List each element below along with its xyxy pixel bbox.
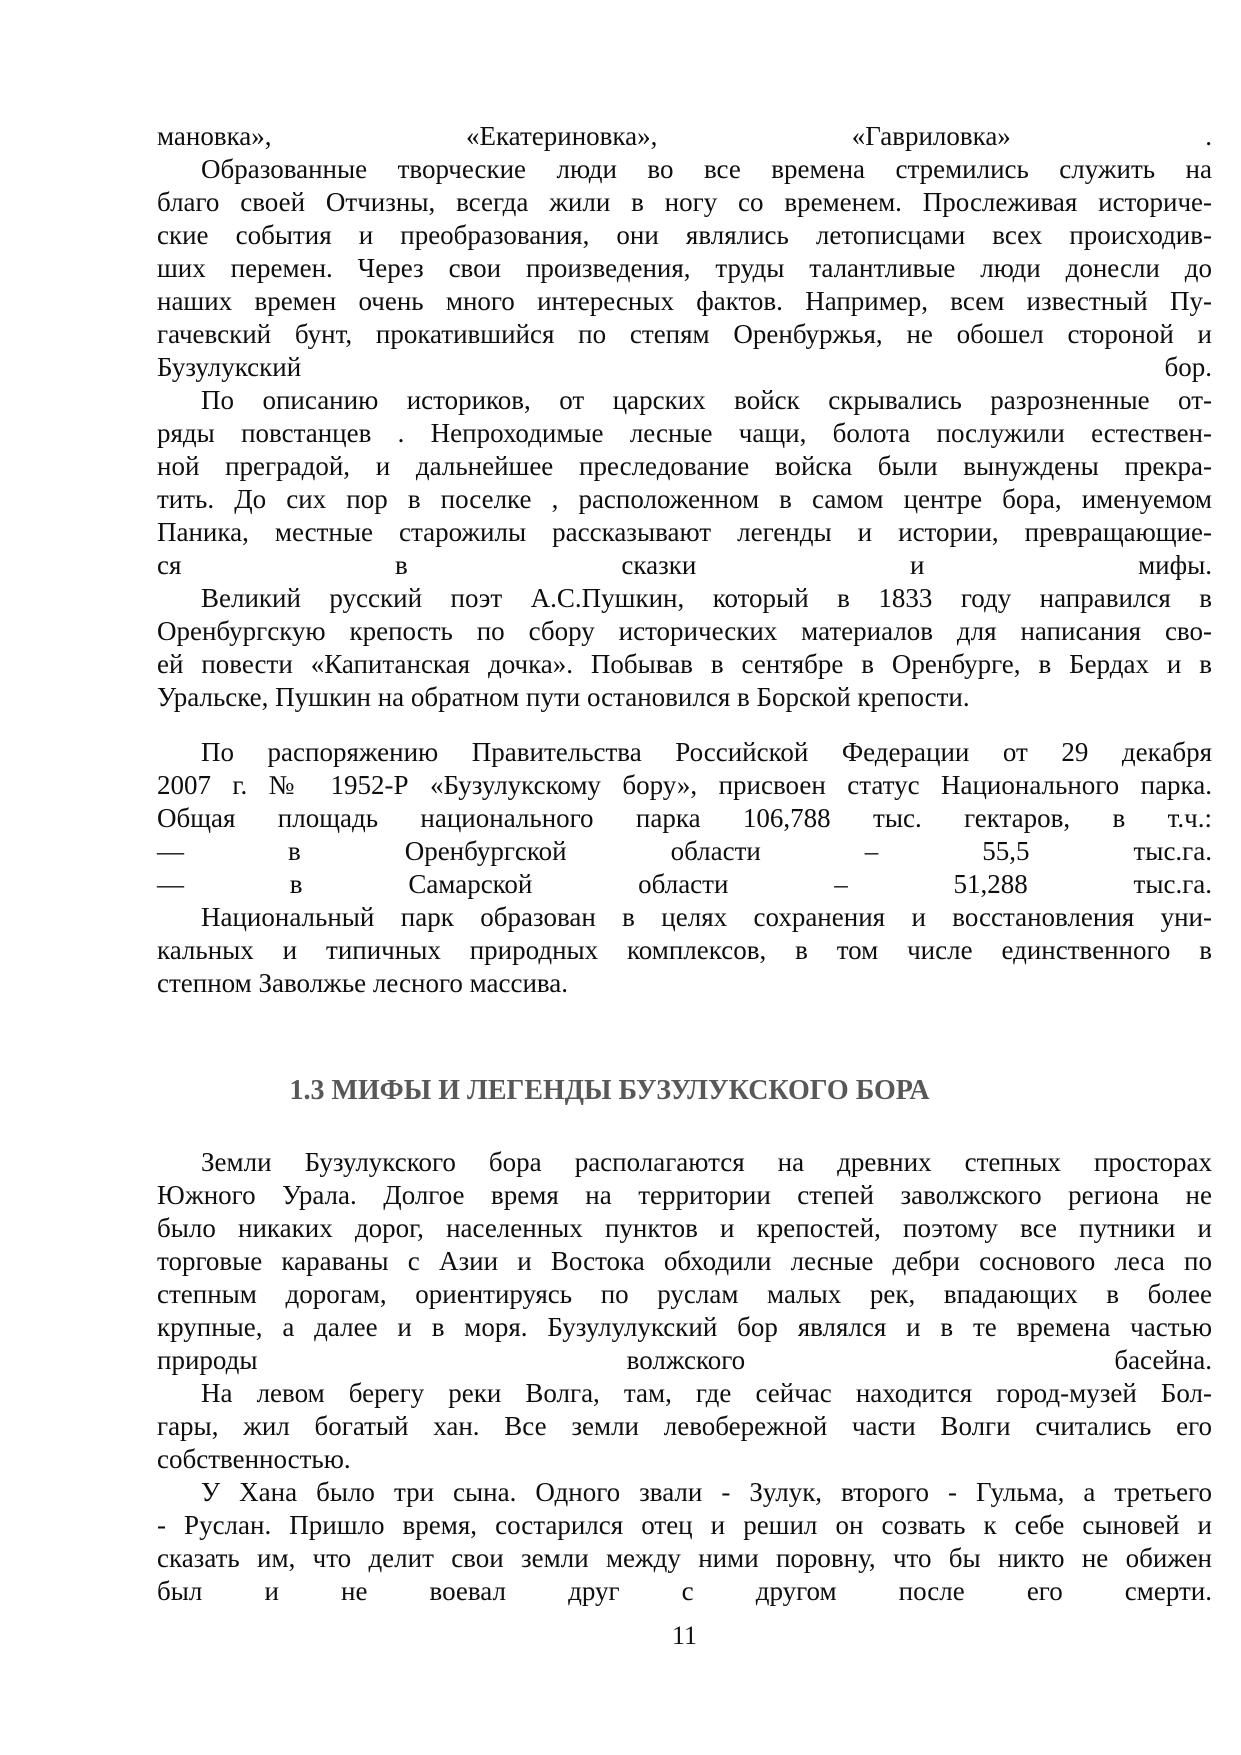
text-line: был и не воевал друг с другом после его смерти. [157, 1576, 1212, 1606]
text-line: наших времен очень много интересных фактов. Например, всем известный Пу- [157, 286, 1212, 316]
text-line: Великий русский поэт А.С.Пушкин, который в 1833 году направился в [201, 583, 1212, 613]
text-line: Национальный парк образован в целях сохранения и восстановления уни- [201, 902, 1212, 932]
text-line: У Хана было три сына. Одного звали - Зулук, второго - Гульма, а третьего [201, 1477, 1212, 1507]
text-line: кальных и типичных природных комплексов, в том числе единственного в [157, 935, 1212, 965]
text-line: По распоряжению Правительства Российской Федерации от 29 декабря [201, 737, 1212, 767]
text-line: 2007 г. № 1952-Р «Бузулукскому бору», присвоен статус Национального парка. [157, 770, 1212, 800]
text-line: мановка», «Екатериновка», «Гавриловка» . [157, 121, 1212, 151]
text-line: На левом берегу реки Волга, там, где сейчас находится город-музей Бол- [201, 1378, 1212, 1408]
text-line: ряды повстанцев . Непроходимые лесные чащи, болота послужили естествен- [157, 418, 1212, 448]
text-line: ной преградой, и дальнейшее преследование войска были вынуждены прекра- [157, 451, 1212, 481]
text-line: Оренбургскую крепость по сбору исторических материалов для написания сво- [157, 616, 1212, 646]
section-heading: 1.3 МИФЫ И ЛЕГЕНДЫ БУЗУЛУКСКОГО БОРА [289, 1075, 930, 1106]
text-line: Паника, местные старожилы рассказывают легенды и истории, превращающие- [157, 517, 1212, 547]
text-line: было никаких дорог, населенных пунктов и крепостей, поэтому все путники и [157, 1213, 1212, 1243]
text-line: степным дорогам, ориентируясь по руслам малых рек, впадающих в более [157, 1279, 1212, 1309]
text-line: ей повести «Капитанская дочка». Побывав в сентябре в Оренбурге, в Бердах и в [157, 649, 1212, 679]
text-line: собственностью. [157, 1444, 351, 1474]
text-line: ские события и преобразования, они являлись летописцами всех происходив- [157, 220, 1212, 250]
text-line: Южного Урала. Долгое время на территории степей заволжского региона не [157, 1180, 1212, 1210]
text-line: тить. До сих пор в поселке , расположенном в самом центре бора, именуемом [157, 484, 1212, 514]
page-number: 11 [671, 1621, 698, 1650]
text-line: гары, жил богатый хан. Все земли левобережной части Волги считались его [157, 1411, 1212, 1441]
text-line: гачевский бунт, прокатившийся по степям Оренбуржья, не обошел стороной и [157, 319, 1212, 349]
text-line: ся в сказки и мифы. [157, 550, 1212, 580]
text-line: Уральске, Пушкин на обратном пути остановился в Борской крепости. [157, 682, 970, 712]
text-line: крупные, а далее и в моря. Бузулулукский бор являлся и в те времена частью [157, 1312, 1212, 1342]
text-line: — в Самарской области – 51,288 тыс.га. [157, 869, 1212, 899]
text-line: Бузулукский бор. [157, 352, 1212, 382]
text-line: природы волжского басейна. [157, 1345, 1212, 1375]
text-line: — в Оренбургской области – 55,5 тыс.га. [157, 836, 1212, 866]
text-line: степном Заволжье лесного массива. [157, 968, 569, 998]
text-line: Земли Бузулукского бора располагаются на древних степных просторах [201, 1147, 1212, 1177]
text-line: ших перемен. Через свои произведения, труды талантливые люди донесли до [157, 253, 1212, 283]
text-line: сказать им, что делит свои земли между ними поровну, что бы никто не обижен [157, 1543, 1212, 1573]
text-line: Общая площадь национального парка 106,788 тыс. гектаров, в т.ч.: [157, 803, 1212, 833]
text-line: - Руслан. Пришло время, состарился отец и решил он созвать к себе сыновей и [157, 1510, 1212, 1540]
text-line: благо своей Отчизны, всегда жили в ногу со временем. Прослеживая историче- [157, 187, 1212, 217]
text-line: торговые караваны с Азии и Востока обходили лесные дебри соснового леса по [157, 1246, 1212, 1276]
text-line: По описанию историков, от царских войск скрывались разрозненные от- [201, 385, 1212, 415]
text-line: Образованные творческие люди во все времена стремились служить на [201, 154, 1212, 184]
document-body [157, 120, 1212, 1652]
